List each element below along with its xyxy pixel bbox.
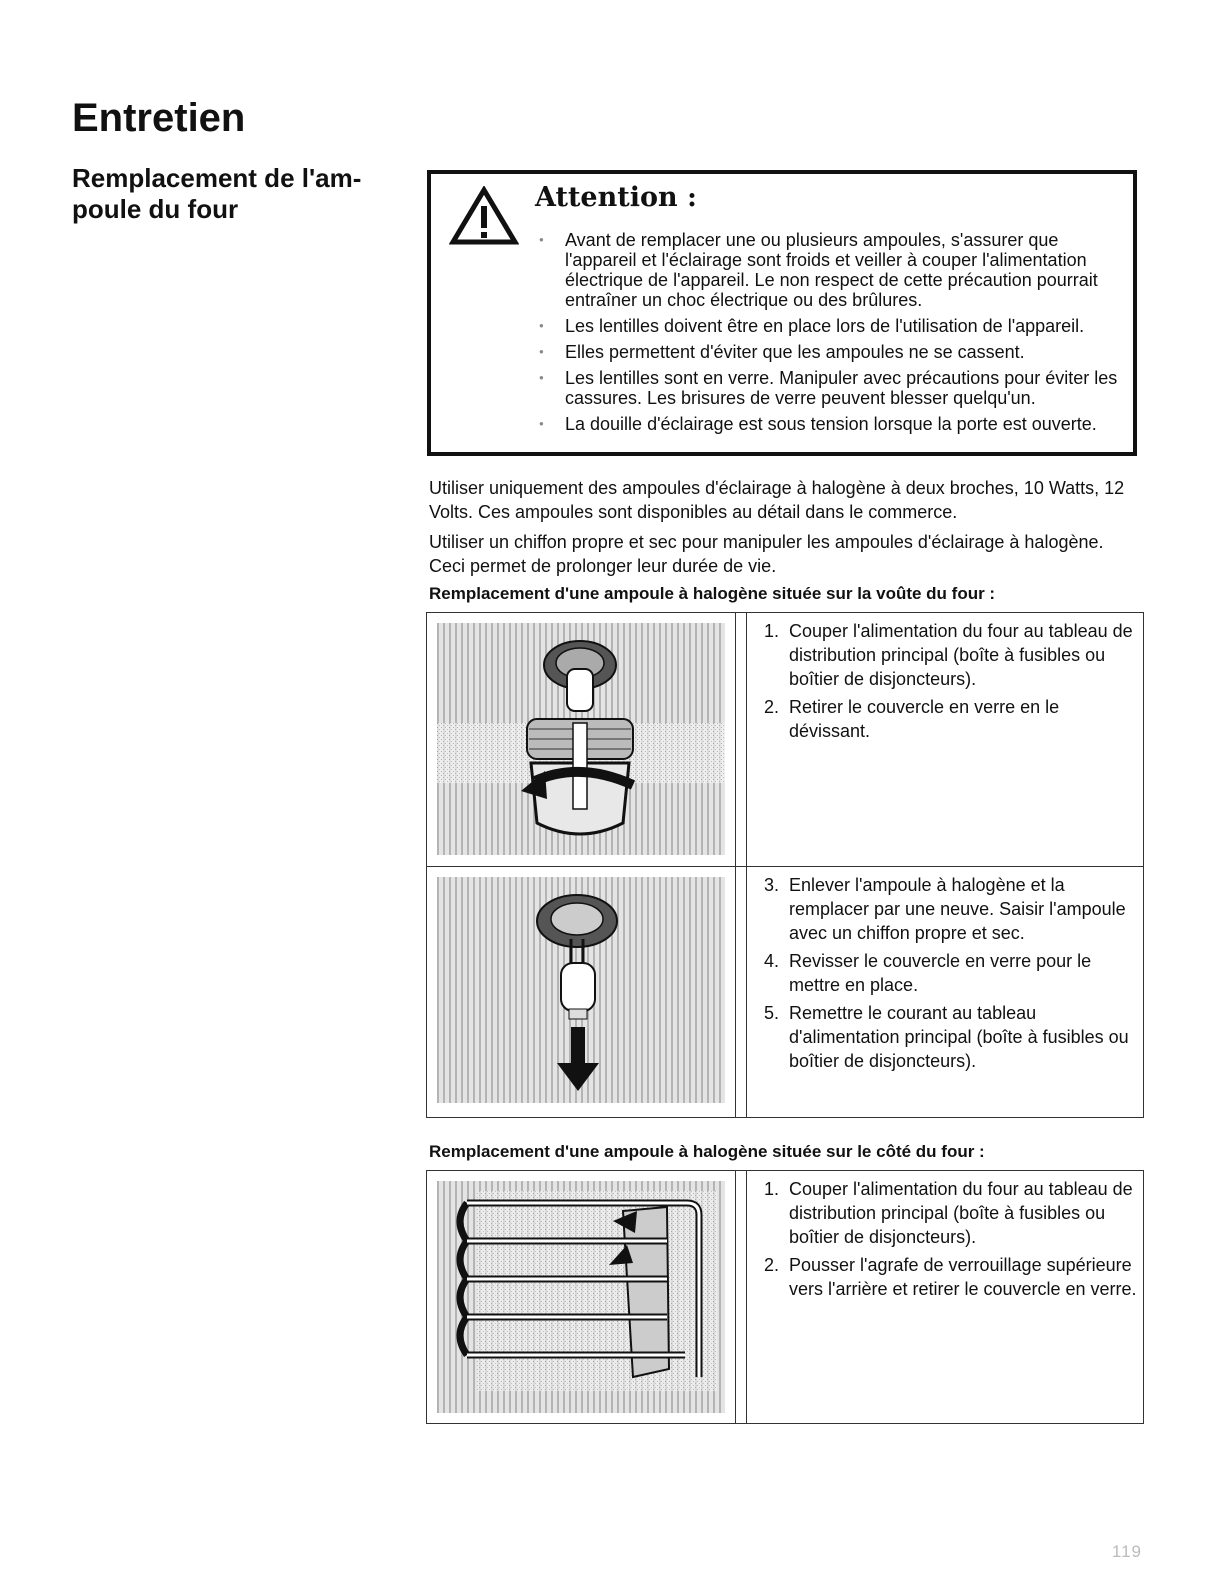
step-text: Retirer le couvercle en verre en le dévissant. [789, 697, 1060, 741]
step-text: Couper l'alimentation du four au tableau de distribution principal (boîte à fusibles ou boîtier de disjoncteurs). [789, 1179, 1133, 1247]
illustration-cell [427, 1171, 736, 1423]
step-item [757, 1253, 1137, 1301]
attention-item: ● Les lentilles sont en verre. Manipuler avec précautions pour éviter les cassures. Les brisures de verre peuvent blesser quelqu'un. [531, 368, 1131, 408]
step-item [757, 949, 1137, 997]
table-row [427, 1171, 1143, 1423]
steps-table-side [426, 1170, 1144, 1424]
steps-table-top [426, 612, 1144, 1118]
paragraph-handling: Utiliser un chiffon propre et sec pour manipuler les ampoules d'éclairage à halogène. Ceci permet de prolonger leur durée de vie. [429, 532, 1104, 576]
page-title: Entretien [72, 96, 246, 140]
step-number: 1. [763, 1179, 779, 1199]
step-text: Couper l'alimentation du four au tableau de distribution principal (boîte à fusibles ou boîtier de disjoncteurs). [789, 621, 1133, 689]
step-item [757, 1001, 1137, 1073]
step-text: Remettre le courant au tableau d'alimentation principal (boîte à fusibles ou boîtier de disjoncteurs). [789, 1003, 1129, 1071]
attention-item: ● Les lentilles doivent être en place lors de l'utilisation de l'appareil. [531, 316, 1131, 336]
remove-halogen-bulb-illustration [437, 877, 725, 1103]
caption-side-light: Remplacement d'une ampoule à halogène située sur le côté du four : [429, 1142, 985, 1161]
caption-top-light: Remplacement d'une ampoule à halogène située sur la voûte du four : [429, 584, 996, 603]
step-number: 2. [763, 1255, 779, 1275]
attention-list [531, 230, 1131, 440]
section-title: Remplacement de l'am- poule du four [72, 163, 362, 225]
attention-box [427, 170, 1137, 456]
attention-item: ● La douille d'éclairage est sous tension lorsque la porte est ouverte. [531, 414, 1131, 434]
side-light-cover-illustration [437, 1181, 725, 1413]
step-item [757, 695, 1137, 743]
unscrew-glass-cover-illustration [437, 623, 725, 855]
attention-item: ● Elles permettent d'éviter que les ampoules ne se cassent. [531, 342, 1131, 362]
step-number: 1. [763, 621, 779, 641]
step-text: Enlever l'ampoule à halogène et la remplacer par une neuve. Saisir l'ampoule avec un chiffon propre et sec. [789, 875, 1126, 943]
steps-list [757, 619, 1137, 747]
warning-triangle-icon [449, 186, 519, 246]
steps-list [757, 873, 1137, 1077]
step-item [757, 873, 1137, 945]
table-row [427, 867, 1143, 1117]
step-text: Revisser le couvercle en verre pour le mettre en place. [789, 951, 1092, 995]
step-number: 2. [763, 697, 779, 717]
step-number: 3. [763, 875, 779, 895]
table-row [427, 613, 1143, 867]
illustration-cell [427, 867, 736, 1117]
attention-heading: Attention : [535, 182, 697, 213]
step-item [757, 619, 1137, 691]
steps-list [757, 1177, 1137, 1305]
page-number: 119 [1111, 1542, 1142, 1561]
attention-item: ● Avant de remplacer une ou plusieurs ampoules, s'assurer que l'appareil et l'éclairage sont froids et veiller à couper l'alimentation électrique de l'appareil. Le non respect de cette précaution pourrait entraîner un choc électrique ou des brûlures. [531, 230, 1131, 310]
step-number: 4. [763, 951, 779, 971]
step-text: Pousser l'agrafe de verrouillage supérieure vers l'arrière et retirer le couvercle en verre. [789, 1255, 1137, 1299]
step-item [757, 1177, 1137, 1249]
step-number: 5. [763, 1003, 779, 1023]
illustration-cell [427, 613, 736, 866]
paragraph-bulb-spec: Utiliser uniquement des ampoules d'éclairage à halogène à deux broches, 10 Watts, 12 Volts. Ces ampoules sont disponibles au détail dans le commerce. [429, 478, 1125, 522]
